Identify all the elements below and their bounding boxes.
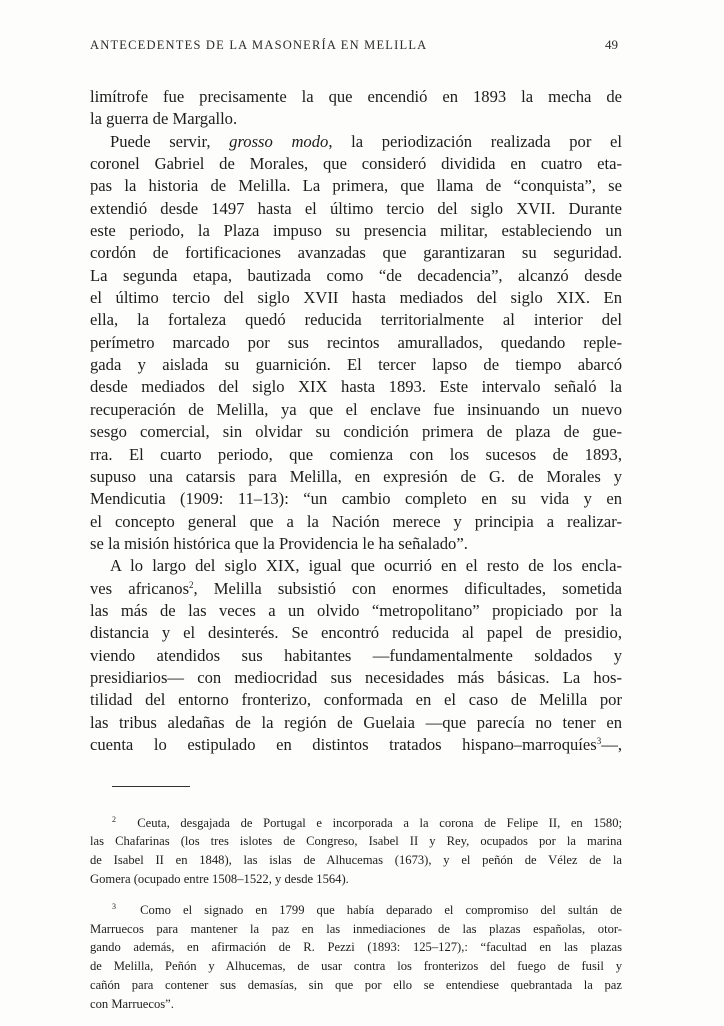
text-line: gada y aislada su guarnición. El tercer lapso de tiempo abarcó (90, 355, 622, 375)
text-line: ella, la fortaleza quedó reducida territorialmente al interior del (90, 310, 622, 330)
text-line: el concepto general que a la Nación merece y principia a realizar- (90, 511, 622, 531)
text-line: desde mediados del siglo XIX hasta 1893. Este intervalo señaló la (90, 377, 622, 397)
footnote-line: $^3$ Como el signado en 1799 que había deparado el compromiso del sultán de (112, 902, 622, 917)
footnote-number: 3 (112, 902, 116, 911)
text-line: el último tercio del siglo XVII hasta mediados del siglo XIX. En (90, 288, 622, 308)
text-line: este periodo, la Plaza impuso su presencia militar, estableciendo un (90, 221, 622, 241)
text-line: las tribus aledañas de la región de Guelaia —que parecía no tener en (90, 712, 622, 732)
footnote-2 (90, 814, 622, 889)
text-line: Puede servir, grosso modo, la periodización realizada por el (110, 131, 622, 151)
footnote-line: Marruecos para mantener la paz en las inmediaciones de las plazas españolas, otor- (90, 921, 622, 936)
text-line: ves africanos$^2$, Melilla subsistió con enormes dificultades, sometida (90, 578, 623, 598)
paragraph-3 (90, 555, 622, 756)
text-line: recuperación de Melilla, ya que el enclave fue insinuando un nuevo (90, 399, 622, 419)
text-line: presidiarios— con mediocridad sus necesidades más básicas. La hos- (90, 667, 622, 687)
text-line: A lo largo del siglo XIX, igual que ocurrió en el resto de los encla- (110, 556, 622, 576)
footnote-line: gando además, en afirmación de R. Pezzi (1893: 125–127),: “facultad en las plazas (90, 940, 622, 955)
footnote-line: $^2$ Ceuta, desgajada de Portugal e incorporada a la corona de Felipe II, en 1580; (112, 814, 623, 830)
footnotes (90, 801, 622, 1026)
text-line: las más de las veces a un olvido “metropolitano” propiciado por la (90, 600, 622, 620)
italic-phrase: grosso modo (229, 131, 329, 151)
text-line: sesgo comercial, sin olvidar su condición primera de plaza de gue- (90, 422, 622, 442)
text-line: tilidad del entorno fronterizo, conformada en el caso de Melilla por (90, 690, 622, 710)
text-line: cuenta lo estipulado en distintos tratados hispano–marroquíes$^3$—, (90, 734, 622, 754)
footnote-line: con Marruecos”. (90, 996, 174, 1011)
footnote-3 (90, 901, 622, 1013)
footnote-line: de Melilla, Peñón y Alhucemas, de usar contra los fronterizos del fuego de fusil y (90, 959, 622, 974)
text-line: coronel Gabriel de Morales, que consideró dividida en cuatro eta- (90, 154, 622, 174)
text-line: limítrofe fue precisamente la que encendió en 1893 la mecha de (90, 87, 622, 106)
text-line: viendo atendidos sus habitantes —fundamentalmente soldados y (90, 645, 622, 665)
text-line: supuso una catarsis para Melilla, en expresión de G. de Morales y (90, 466, 622, 486)
running-header (90, 37, 618, 53)
page-number: 49 (605, 37, 618, 52)
text-line: La segunda etapa, bautizada como “de decadencia”, alcanzó desde (90, 265, 622, 285)
footnote-ref-2[interactable]: 2 (189, 579, 194, 590)
main-text (90, 86, 622, 756)
text-line: pas la historia de Melilla. La primera, que llama de “conquista”, se (90, 176, 622, 196)
running-title: ANTECEDENTES DE LA MASONERÍA EN MELILLA (90, 38, 428, 52)
text-line: Mendicutia (1909: 11–13): “un cambio completo en su vida y en (90, 489, 622, 509)
text-line: se la misión histórica que la Providencia le ha señalado”. (90, 533, 468, 553)
footnote-line: las Chafarinas (los tres islotes de Congreso, Isabel II y Rey, ocupados por la marina (90, 834, 622, 849)
footnote-number: 2 (112, 814, 116, 824)
footnote-line: Gomera (ocupado entre 1508–1522, y desde 1564). (90, 871, 349, 886)
text-line: rra. El cuarto periodo, que comienza con los sucesos de 1893, (90, 444, 622, 464)
paragraph-2 (90, 131, 622, 556)
footnote-separator (112, 786, 190, 787)
footnote-line: cañón para contener sus demasías, sin que por ello se entendiese quebrantada la paz (90, 977, 622, 992)
text-line: cordón de fortificaciones avanzadas que garantizaran su seguridad. (90, 243, 622, 263)
text-line: la guerra de Margallo. (90, 109, 238, 129)
footnote-ref-3[interactable]: 3 (596, 735, 602, 746)
text-line: perímetro marcado por sus recintos amurallados, quedando reple- (90, 332, 622, 352)
paragraph-1 (90, 86, 622, 131)
text-line: extendió desde 1497 hasta el último tercio del siglo XVII. Durante (90, 198, 622, 218)
text-line: distancia y el desinterés. Se encontró reducida al papel de presidio, (90, 623, 622, 643)
footnote-line: de Isabel II en 1848), las islas de Alhucemas (1673), y el peñón de Vélez de la (90, 853, 622, 867)
